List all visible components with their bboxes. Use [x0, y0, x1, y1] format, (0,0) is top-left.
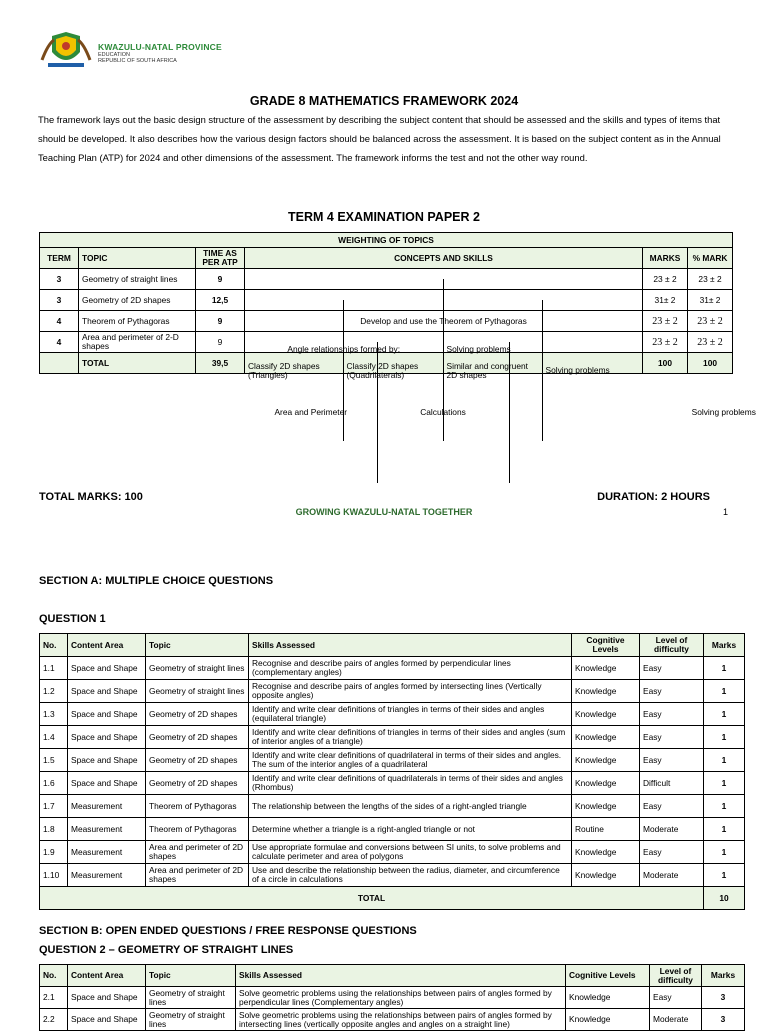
cell-difficulty: Moderate — [650, 1009, 702, 1031]
cell-content-area: Measurement — [68, 818, 146, 841]
table-row — [40, 987, 745, 1009]
cell-skills: Identify and write clear definitions of quadrilateral in terms of their sides and angles. The sum of the interior angles of a quadrilateral — [249, 749, 572, 772]
question-1-title: QUESTION 1 — [39, 613, 106, 625]
footer-slogan: GROWING KWAZULU-NATAL TOGETHER — [295, 507, 473, 517]
table-row — [40, 795, 745, 818]
cell-cognitive: Knowledge — [566, 1009, 650, 1031]
header-topic: Topic — [146, 965, 236, 987]
cell-marks: 1 — [704, 772, 745, 795]
question-1-table — [39, 633, 745, 910]
section-a-title: SECTION A: MULTIPLE CHOICE QUESTIONS — [39, 575, 274, 587]
cell-marks: 1 — [704, 680, 745, 703]
cell-content-area: Space and Shape — [68, 657, 146, 680]
cell-cognitive: Knowledge — [572, 680, 640, 703]
table-row — [40, 726, 745, 749]
cell-topic: Area and perimeter of 2D shapes — [146, 841, 249, 864]
cell-content-area: Space and Shape — [68, 749, 146, 772]
cell-topic: Theorem of Pythagoras — [146, 795, 249, 818]
cell-topic: Geometry of 2D shapes — [79, 290, 196, 311]
cell-pct: 23 ± 2 — [688, 311, 733, 332]
table-row — [40, 749, 745, 772]
cell-skills: Identify and write clear definitions of triangles in terms of their sides and angles (sum of interior angles of a triangle) — [249, 726, 572, 749]
cell-no: 1.8 — [40, 818, 68, 841]
cell-topic: Geometry of straight lines — [146, 680, 249, 703]
cell-no: 1.6 — [40, 772, 68, 795]
cell-no: 1.3 — [40, 703, 68, 726]
table-row — [40, 680, 745, 703]
cell-topic: Geometry of 2D shapes — [146, 703, 249, 726]
cell-marks: 1 — [704, 657, 745, 680]
header-time: TIME AS PER ATP — [196, 248, 245, 269]
total-label: TOTAL — [79, 353, 196, 374]
weighting-table — [39, 232, 756, 417]
cell-pct: 23 ± 2 — [688, 269, 733, 290]
table-row — [40, 818, 745, 841]
cell-marks: 1 — [704, 749, 745, 772]
department-name — [98, 53, 177, 64]
table-row — [40, 864, 745, 887]
cell-content-area: Space and Shape — [68, 680, 146, 703]
header-no: No. — [40, 965, 68, 987]
cell-term: 3 — [40, 269, 79, 290]
cell-topic: Theorem of Pythagoras — [146, 818, 249, 841]
cell-term: 4 — [40, 332, 79, 353]
header-no: No. — [40, 634, 68, 657]
cell-cognitive: Knowledge — [572, 841, 640, 864]
cell-marks: 1 — [704, 795, 745, 818]
cell-cognitive: Knowledge — [572, 795, 640, 818]
cell-difficulty: Moderate — [640, 864, 704, 887]
cell-cognitive: Knowledge — [572, 703, 640, 726]
cell-time: 9 — [196, 311, 245, 332]
cell-no: 1.7 — [40, 795, 68, 818]
paper-title: TERM 4 EXAMINATION PAPER 2 — [288, 210, 480, 224]
cell-skills: Determine whether a triangle is a right-angled triangle or not — [249, 818, 572, 841]
weighting-caption: WEIGHTING OF TOPICS — [40, 233, 733, 248]
duration-label: DURATION: 2 HOURS — [597, 491, 710, 503]
cell-time: 9 — [196, 332, 245, 353]
department-label: EDUCATION — [98, 52, 130, 58]
header-content-area: Content Area — [68, 634, 146, 657]
cell-marks: 1 — [704, 726, 745, 749]
cell-difficulty: Easy — [640, 657, 704, 680]
cell-time: 12,5 — [196, 290, 245, 311]
concept-item: Solving problems — [509, 342, 643, 353]
question-2-table — [39, 964, 745, 1031]
cell-cognitive: Knowledge — [572, 772, 640, 795]
cell-term: 3 — [40, 290, 79, 311]
province-name: KWAZULU-NATAL PROVINCE — [98, 42, 222, 52]
cell-marks: 23 ± 2 — [643, 332, 688, 353]
concept-item: Calculations — [377, 342, 509, 353]
cell-marks: 1 — [704, 703, 745, 726]
header-cognitive: Cognitive Levels — [572, 634, 640, 657]
total-pct: 100 — [688, 353, 733, 374]
header-skills: Skills Assessed — [236, 965, 566, 987]
concept-item: Develop and use the Theorem of Pythagoras — [245, 311, 643, 332]
cell-skills: Solve geometric problems using the relationships between pairs of angles formed by perpendicular lines (Complementary angles) — [236, 987, 566, 1009]
concept-item: Classify 2D shapes (Triangles) — [248, 360, 320, 380]
cell-difficulty: Difficult — [640, 772, 704, 795]
cell-marks: 1 — [704, 841, 745, 864]
cell-no: 1.1 — [40, 657, 68, 680]
header-difficulty: Level of difficulty — [640, 634, 704, 657]
header-content-area: Content Area — [68, 965, 146, 987]
cell-topic: Geometry of straight lines — [146, 987, 236, 1009]
cell-marks: 3 — [702, 987, 745, 1009]
question-2-title: QUESTION 2 – GEOMETRY OF STRAIGHT LINES — [39, 944, 294, 956]
concept-item: Area and Perimeter — [274, 407, 348, 417]
cell-skills: Use appropriate formulae and conversions between SI units, to solve problems and calculate perimeter and area of polygons — [249, 841, 572, 864]
concept-item: Classify 2D shapes (Quadrilaterals) — [343, 300, 443, 311]
cell-content-area: Space and Shape — [68, 772, 146, 795]
cell-marks: 23 ± 2 — [643, 269, 688, 290]
document-title: GRADE 8 MATHEMATICS FRAMEWORK 2024 — [249, 94, 519, 108]
cell-no: 2.1 — [40, 987, 68, 1009]
cell-cognitive: Knowledge — [566, 987, 650, 1009]
cell-marks: 3 — [702, 1009, 745, 1031]
cell-cognitive: Knowledge — [572, 657, 640, 680]
concept-item: Solving problems — [542, 300, 643, 311]
cell-topic: Geometry of straight lines — [146, 1009, 236, 1031]
table-row — [40, 1009, 745, 1031]
cell-cognitive: Knowledge — [572, 749, 640, 772]
cell-cognitive: Knowledge — [572, 864, 640, 887]
header-term: TERM — [40, 248, 79, 269]
page-number: 1 — [723, 507, 729, 517]
section-b-title: SECTION B: OPEN ENDED QUESTIONS / FREE RESPONSE QUESTIONS — [39, 925, 417, 937]
cell-difficulty: Easy — [650, 987, 702, 1009]
cell-term: 4 — [40, 311, 79, 332]
cell-content-area: Measurement — [68, 795, 146, 818]
cell-skills: Identify and write clear definitions of triangles in terms of their sides and angles (equilateral triangle) — [249, 703, 572, 726]
q1-total-row — [40, 887, 745, 910]
cell-content-area: Space and Shape — [68, 703, 146, 726]
cell-topic: Geometry of 2D shapes — [146, 772, 249, 795]
cell-no: 1.5 — [40, 749, 68, 772]
cell-topic: Area and perimeter of 2-D shapes — [79, 332, 196, 353]
intro-paragraph: The framework lays out the basic design structure of the assessment by describing the subject content that should be assessed and the skills and types of items that should be developed. It also describes how the various design factors should be balanced across the assessment. It is based on the subject content as in the Annual Teaching Plan (ATP) for 2024 and other dimensions of the assessment. The framework informs the test and not the other way round. — [38, 114, 721, 163]
total-marks-label: TOTAL MARKS: 100 — [39, 491, 143, 503]
table-row — [40, 269, 733, 290]
cell-skills: Recognise and describe pairs of angles formed by perpendicular lines (complementary angles) — [249, 657, 572, 680]
cell-no: 1.2 — [40, 680, 68, 703]
cell-marks: 31± 2 — [643, 290, 688, 311]
cell-difficulty: Easy — [640, 703, 704, 726]
cell-content-area: Space and Shape — [68, 726, 146, 749]
cell-difficulty: Easy — [640, 795, 704, 818]
cell-time: 9 — [196, 269, 245, 290]
table-row — [40, 703, 745, 726]
concept-item: Solving problems — [443, 279, 643, 290]
cell-difficulty: Easy — [640, 841, 704, 864]
cell-topic: Geometry of straight lines — [146, 657, 249, 680]
cell-content-area: Measurement — [68, 864, 146, 887]
header-pct: % MARK — [688, 248, 733, 269]
cell-no: 1.9 — [40, 841, 68, 864]
q1-total-label: TOTAL — [40, 887, 704, 910]
cell-skills: Solve geometric problems using the relationships between pairs of angles formed by intersecting lines (vertically opposite angles and angles on a straight line) — [236, 1009, 566, 1031]
table-row — [40, 657, 745, 680]
cell-marks: 1 — [704, 864, 745, 887]
table-row — [40, 772, 745, 795]
q1-body — [40, 657, 745, 887]
cell-no: 1.4 — [40, 726, 68, 749]
total-time: 39,5 — [196, 353, 245, 374]
cell-content-area: Measurement — [68, 841, 146, 864]
header-cognitive: Cognitive Levels — [566, 965, 650, 987]
coat-of-arms-icon — [38, 30, 94, 70]
cell-skills: The relationship between the lengths of the sides of a right-angled triangle — [249, 795, 572, 818]
cell-difficulty: Easy — [640, 680, 704, 703]
cell-topic: Area and perimeter of 2D shapes — [146, 864, 249, 887]
cell-difficulty: Easy — [640, 726, 704, 749]
country-label: REPUBLIC OF SOUTH AFRICA — [98, 57, 177, 64]
table-row — [40, 841, 745, 864]
header-concepts: CONCEPTS AND SKILLS — [245, 248, 643, 269]
header-marks: Marks — [702, 965, 745, 987]
cell-pct: 23 ± 2 — [688, 332, 733, 353]
cell-difficulty: Easy — [640, 749, 704, 772]
concept-item: Similar and congruent 2D shapes — [443, 300, 542, 311]
cell-skills: Identify and write clear definitions of quadrilaterals in terms of their sides and angles (Rhombus) — [249, 772, 572, 795]
cell-topic: Theorem of Pythagoras — [79, 311, 196, 332]
cell-no: 1.10 — [40, 864, 68, 887]
cell-pct: 31± 2 — [688, 290, 733, 311]
q2-header-row — [40, 965, 745, 987]
header-difficulty: Level of difficulty — [650, 965, 702, 987]
cell-cognitive: Knowledge — [572, 726, 640, 749]
cell-no: 2.2 — [40, 1009, 68, 1031]
cell-topic: Geometry of 2D shapes — [146, 726, 249, 749]
cell-marks: 1 — [704, 818, 745, 841]
q1-header-row — [40, 634, 745, 657]
kzn-logo — [38, 30, 253, 70]
header-topic: TOPIC — [79, 248, 196, 269]
header-skills: Skills Assessed — [249, 634, 572, 657]
cell-topic: Geometry of straight lines — [79, 269, 196, 290]
cell-content-area: Space and Shape — [68, 987, 146, 1009]
q1-total-marks: 10 — [704, 887, 745, 910]
header-marks: Marks — [704, 634, 745, 657]
cell-marks: 23 ± 2 — [643, 311, 688, 332]
total-marks: 100 — [643, 353, 688, 374]
header-topic: Topic — [146, 634, 249, 657]
cell-content-area: Space and Shape — [68, 1009, 146, 1031]
cell-difficulty: Moderate — [640, 818, 704, 841]
concept-item: Angle relationships formed by: — [287, 344, 401, 354]
cell-topic: Geometry of 2D shapes — [146, 749, 249, 772]
cell-cognitive: Routine — [572, 818, 640, 841]
cell-skills: Recognise and describe pairs of angles formed by intersecting lines (Vertically opposite angles) — [249, 680, 572, 703]
header-marks: MARKS — [643, 248, 688, 269]
cell-skills: Use and describe the relationship between the radius, diameter, and circumference of a circle in calculations — [249, 864, 572, 887]
